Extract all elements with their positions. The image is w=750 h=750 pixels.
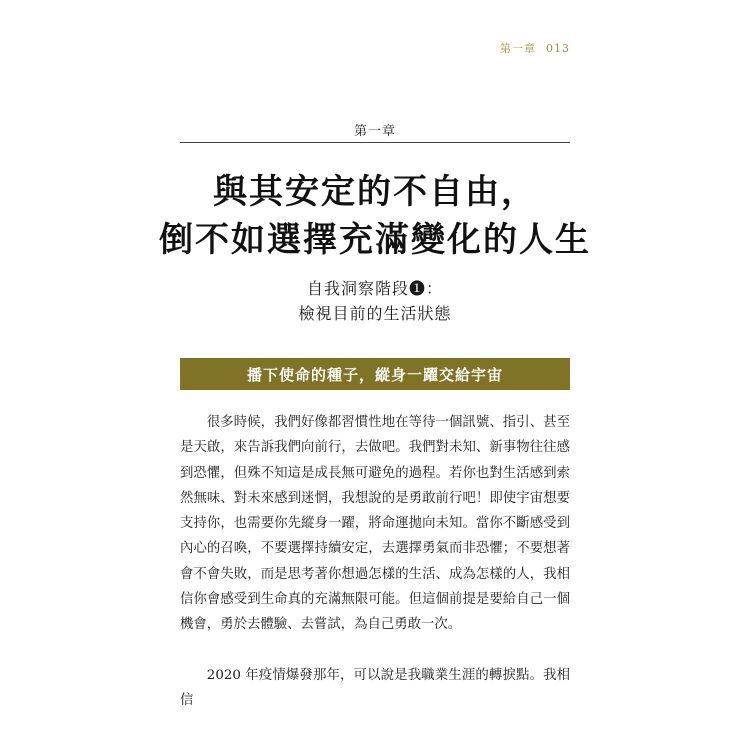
chapter-subtitle: [180, 276, 570, 326]
chapter-title-line-1: 與其安定的不自由，: [213, 172, 537, 212]
chapter-title-line-2: 倒不如選擇充滿變化的人生: [159, 220, 591, 260]
running-head: [500, 40, 570, 56]
chapter-subtitle-line-2: 檢視目前的生活狀態: [298, 304, 452, 323]
chapter-title: [150, 168, 600, 264]
chapter-divider: [180, 142, 570, 143]
page-number: 013: [546, 42, 570, 55]
section-heading: 播下使命的種子，縱身一躍交給宇宙: [246, 365, 503, 384]
section-heading-banner: [180, 358, 570, 390]
body-text: [180, 410, 570, 713]
chapter-subtitle-line-1: 自我洞察階段❶：: [306, 279, 443, 298]
paragraph-1: 很多時候，我們好像都習慣性地在等待一個訊號、指引、甚至是天啟，來告訴我們向前行，去做吧。我們對未知、新事物往往感到恐懼，但殊不知這是成長無可避免的過程。若你也對生活感到索然無味、對未來感到迷惘，我想說的是勇敢前行吧！即使宇宙想要支持你，也需要你先縱身一躍，將命運拋向未知。當你不斷感受到內心的召喚，不要選擇持續安定，去選擇勇氣而非恐懼；不要想著會不會失敗，而是思考著你想過怎樣的生活、成為怎樣的人，我相信你會感受到生命真的充滿無限可能。但這個前提是要給自己一個機會，勇於去體驗、去嘗試，為自己勇敢一次。: [180, 415, 570, 633]
chapter-label: 第一章: [353, 124, 396, 139]
running-head-chapter: 第一章: [500, 42, 536, 55]
paragraph-2: 2020 年疫情爆發那年，可以說是我職業生涯的轉捩點。我相信: [180, 667, 570, 708]
